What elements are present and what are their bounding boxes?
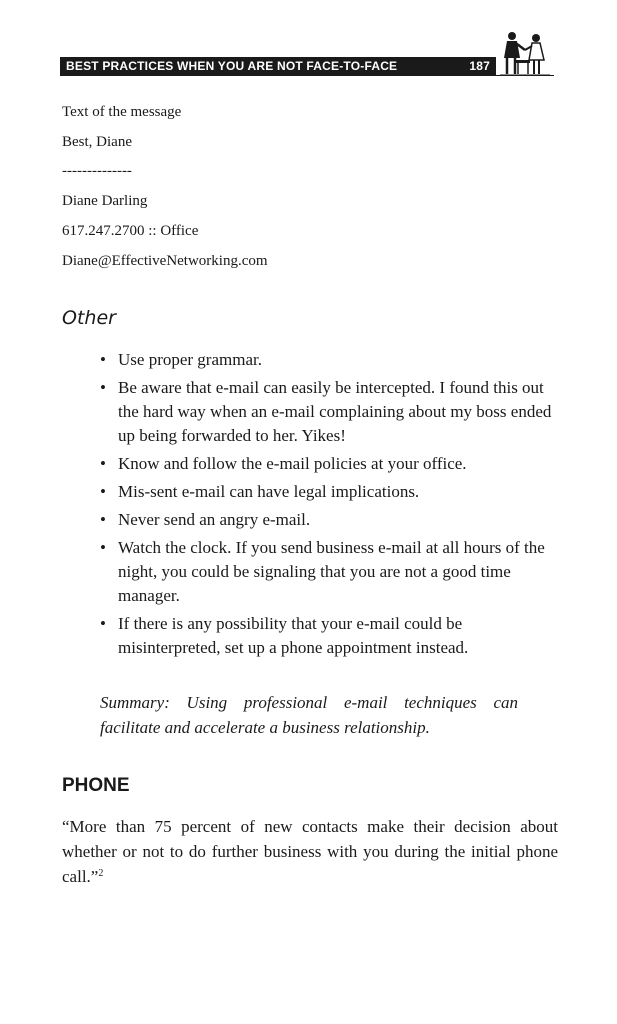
signature-email: Diane@EffectiveNetworking.com [62, 253, 268, 269]
phone-section-heading: PHONE [62, 775, 130, 796]
signoff-line: Best, Diane [62, 134, 132, 150]
running-header [60, 57, 496, 76]
other-heading: Other [62, 307, 116, 329]
email-tips-list [100, 348, 560, 664]
list-item: • Use proper grammar. [100, 348, 560, 372]
list-item: • Watch the clock. If you send business e-mail at all hours of the night, you could be signaling that you are not a good time manager. [100, 536, 560, 608]
page-number: 187 [469, 59, 490, 73]
running-header-title: BEST PRACTICES WHEN YOU ARE NOT FACE-TO-FACE [66, 59, 398, 73]
list-item: • Be aware that e-mail can easily be intercepted. I found this out the hard way when an e-mail complaining about my boss ended up being forwarded to her. Yikes! [100, 376, 560, 448]
message-text-line: Text of the message [62, 104, 182, 120]
list-item: • If there is any possibility that your e-mail could be misinterpreted, set up a phone appointment instead. [100, 612, 560, 660]
footnote-marker: 2 [98, 868, 104, 879]
phone-quote-text: “More than 75 percent of new contacts make their decision about whether or not to do further business with you during the initial phone call.” [62, 817, 558, 886]
list-item: • Never send an angry e-mail. [100, 508, 560, 532]
signature-phone: 617.247.2700 :: Office [62, 223, 199, 239]
phone-quote-paragraph [62, 814, 558, 889]
list-item: • Mis-sent e-mail can have legal implications. [100, 480, 560, 504]
signature-name: Diane Darling [62, 193, 148, 209]
handshake-illustration-icon [498, 30, 550, 76]
summary-paragraph: Summary: Using professional e-mail techniques can facilitate and accelerate a business relationship. [100, 693, 518, 737]
signature-separator: -------------- [62, 163, 132, 179]
list-item: • Know and follow the e-mail policies at your office. [100, 452, 560, 476]
